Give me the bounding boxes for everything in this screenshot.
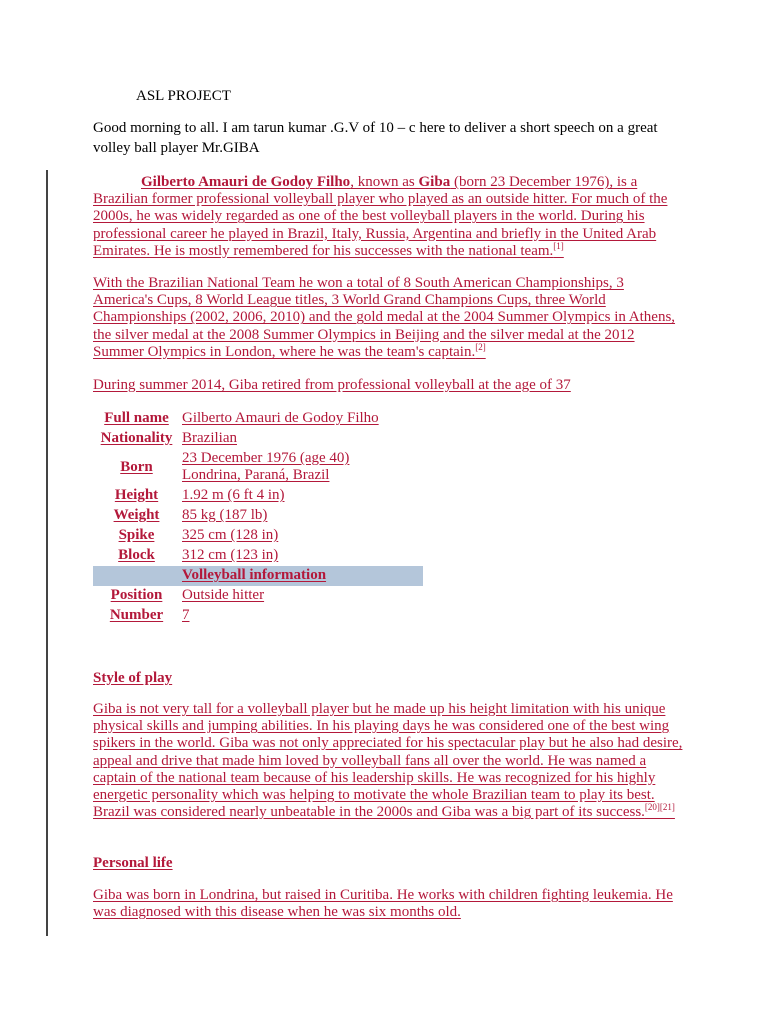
reference-20-21[interactable]: [20][21] — [644, 802, 675, 813]
personal-life-paragraph: Giba was born in Londrina, but raised in Curitiba. He works with children fighting leukemia. He was diagnosed with this disease when he was six months old. — [93, 887, 673, 921]
infobox-row — [93, 429, 423, 449]
intro-paragraph: Good morning to all. I am tarun kumar .G.V of 10 – c here to deliver a short speech on a great volley ball player Mr.GIBA — [93, 120, 658, 156]
infobox-row — [93, 409, 423, 429]
born-value — [179, 449, 423, 486]
born-label: Born — [120, 458, 153, 475]
style-of-play-heading: Style of play — [93, 670, 173, 686]
nationality-label: Nationality — [100, 430, 173, 446]
style-of-play-paragraph — [93, 701, 687, 821]
nickname-bold: Giba — [418, 174, 451, 190]
infobox-row — [93, 586, 423, 606]
revision-bar — [46, 170, 48, 936]
position-value: Outside hitter — [182, 587, 265, 603]
known-as-text: , known as — [350, 174, 419, 190]
block-label: Block — [118, 547, 155, 563]
spike-value: 325 cm (128 in) — [182, 527, 279, 543]
infobox-row — [93, 449, 423, 486]
full-name-label: Full name — [104, 410, 169, 426]
weight-label: Weight — [113, 507, 160, 523]
national-team-text: With the Brazilian National Team he won a total of 8 South American Championships, 3 America's Cups, 8 World League titles, 3 World Grand Champions Cups, three World Championships (2002, 2006, 2010) and the gold medal at the 2004 Summer Olympics in Athens, the silver medal at the 2008 Summer Olympics in Beijing and the silver medal at the 2012 Summer Olympics in London, where he was the team's captain. — [93, 275, 676, 360]
section-title: Volleyball information — [179, 566, 423, 586]
number-value: 7 — [182, 607, 190, 623]
infobox-table — [93, 409, 423, 626]
document-title: ASL PROJECT — [136, 88, 231, 104]
spike-label: Spike — [118, 527, 155, 543]
infobox-row — [93, 506, 423, 526]
infobox-section-row — [93, 566, 423, 586]
born-place: Londrina, Paraná, Brazil — [182, 467, 330, 483]
block-value: 312 cm (123 in) — [182, 547, 279, 563]
born-date: 23 December 1976 (age 40) — [182, 450, 350, 466]
reference-2[interactable]: [2] — [475, 341, 486, 352]
weight-value: 85 kg (187 lb) — [182, 507, 268, 523]
infobox-row — [93, 606, 423, 626]
national-team-paragraph — [93, 275, 683, 361]
infobox-row — [93, 546, 423, 566]
number-label: Number — [109, 607, 164, 623]
bio-text: (born 23 December 1976), is a Brazilian former professional volleyball player who played as an outside hitter. For much of the 2000s, he was widely regarded as one of the best volleyball players in the world. During his professional career he played in Brazil, Italy, Russia, Argentina and briefly in the United Arab Emirates. He is mostly remembered for his successes with the national team. — [93, 174, 668, 259]
height-value: 1.92 m (6 ft 4 in) — [182, 487, 285, 503]
bio-paragraph — [93, 174, 683, 260]
full-name-bold: Gilberto Amauri de Godoy Filho — [141, 174, 351, 190]
position-label: Position — [110, 587, 163, 603]
full-name-value: Gilberto Amauri de Godoy Filho — [182, 410, 379, 426]
infobox-row — [93, 486, 423, 506]
reference-1[interactable]: [1] — [553, 240, 564, 251]
height-label: Height — [114, 487, 159, 503]
nationality-value: Brazilian — [182, 430, 237, 446]
retirement-paragraph: During summer 2014, Giba retired from professional volleyball at the age of 37 — [93, 377, 571, 393]
infobox-row — [93, 526, 423, 546]
section-spacer — [93, 566, 179, 586]
personal-life-heading: Personal life — [93, 855, 173, 871]
style-text: Giba is not very tall for a volleyball player but he made up his height limitation with his unique physical skills and jumping abilities. In his playing days he was considered one of the best wing spikers in the world. Giba was not only appreciated for his spectacular play but he also had desire, appeal and drive that made him loved by volleyball fans all over the world. He was named a captain of the national team because of his leadership skills. He was recognized for his highly energetic personality which was helping to motivate the whole Brazilian team to play its best. Brazil was considered nearly unbeatable in the 2000s and Giba was a big part of its success. — [93, 701, 683, 821]
